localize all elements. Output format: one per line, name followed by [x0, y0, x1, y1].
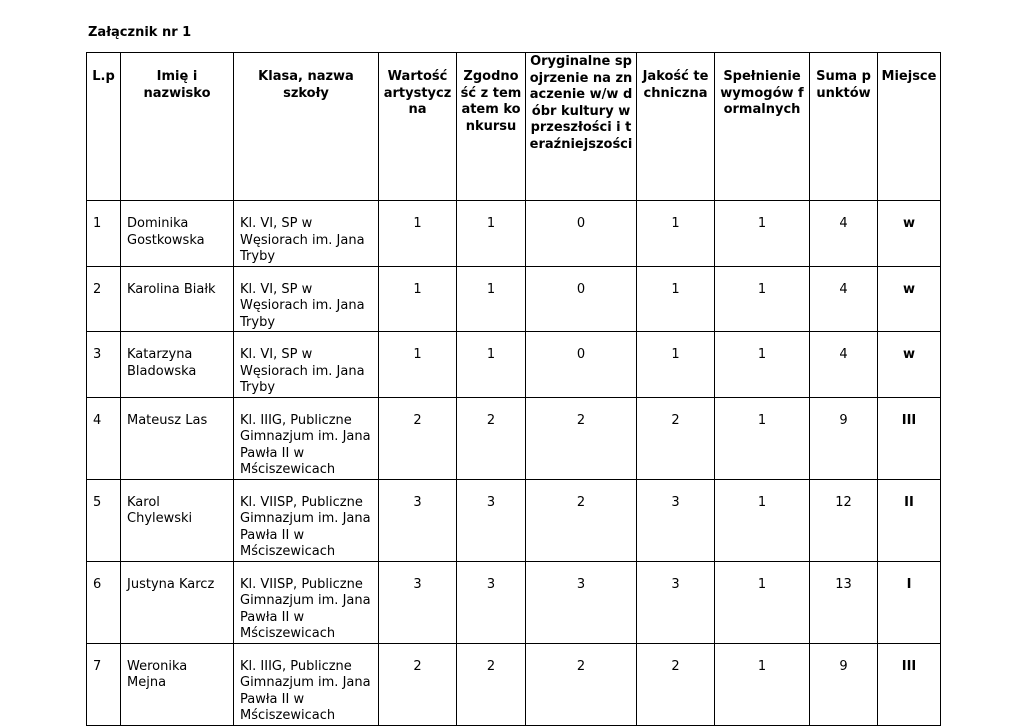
header-name: Imię i nazwisko — [121, 53, 234, 201]
cell-artistic-value: 3 — [379, 561, 457, 643]
header-original-view: Oryginalne spojrzenie na znaczenie w/w dóbr kultury w przeszłości i teraźniejszości — [526, 53, 637, 201]
cell-school: Kl. VI, SP w Węsiorach im. Jana Tryby — [234, 266, 379, 332]
table-row — [87, 479, 941, 561]
cell-school: Kl. VIISP, Publiczne Gimnazjum im. Jana Pawła II w Mściszewicach — [234, 479, 379, 561]
header-school: Klasa, nazwa szkoły — [234, 53, 379, 201]
cell-place: III — [878, 643, 941, 725]
cell-place: II — [878, 479, 941, 561]
header-theme-compliance: Zgodność z tematem konkursu — [457, 53, 526, 201]
cell-technical-quality: 3 — [637, 479, 715, 561]
cell-formal-requirements: 1 — [715, 397, 810, 479]
cell-technical-quality: 2 — [637, 643, 715, 725]
cell-points-sum: 9 — [810, 643, 878, 725]
cell-artistic-value: 3 — [379, 479, 457, 561]
header-artistic-value: Wartość artystyczna — [379, 53, 457, 201]
cell-school: Kl. VIISP, Publiczne Gimnazjum im. Jana Pawła II w Mściszewicach — [234, 561, 379, 643]
cell-lp: 6 — [87, 561, 121, 643]
cell-name: Katarzyna Bladowska — [121, 332, 234, 398]
header-technical-quality: Jakość techniczna — [637, 53, 715, 201]
table-row — [87, 561, 941, 643]
cell-technical-quality: 1 — [637, 201, 715, 267]
cell-original-view: 0 — [526, 266, 637, 332]
header-place: Miejsce — [878, 53, 941, 201]
cell-points-sum: 9 — [810, 397, 878, 479]
cell-school: Kl. VI, SP w Węsiorach im. Jana Tryby — [234, 332, 379, 398]
cell-points-sum: 12 — [810, 479, 878, 561]
cell-artistic-value: 1 — [379, 332, 457, 398]
cell-name: Weronika Mejna — [121, 643, 234, 725]
cell-artistic-value: 1 — [379, 201, 457, 267]
cell-lp: 2 — [87, 266, 121, 332]
cell-theme-compliance: 1 — [457, 201, 526, 267]
cell-original-view: 0 — [526, 332, 637, 398]
cell-school: Kl. IIIG, Publiczne Gimnazjum im. Jana Pawła II w Mściszewicach — [234, 397, 379, 479]
cell-lp: 3 — [87, 332, 121, 398]
cell-place: III — [878, 397, 941, 479]
table-row — [87, 397, 941, 479]
cell-name: Karolina Białk — [121, 266, 234, 332]
cell-lp: 5 — [87, 479, 121, 561]
cell-original-view: 3 — [526, 561, 637, 643]
cell-technical-quality: 1 — [637, 266, 715, 332]
cell-theme-compliance: 2 — [457, 643, 526, 725]
cell-points-sum: 4 — [810, 266, 878, 332]
cell-name: Justyna Karcz — [121, 561, 234, 643]
table-row — [87, 201, 941, 267]
cell-artistic-value: 1 — [379, 266, 457, 332]
header-formal-requirements: Spełnienie wymogów formalnych — [715, 53, 810, 201]
cell-lp: 1 — [87, 201, 121, 267]
cell-points-sum: 4 — [810, 332, 878, 398]
cell-original-view: 2 — [526, 643, 637, 725]
cell-name: Karol Chylewski — [121, 479, 234, 561]
cell-technical-quality: 1 — [637, 332, 715, 398]
table-row — [87, 332, 941, 398]
cell-place: w — [878, 201, 941, 267]
cell-place: w — [878, 332, 941, 398]
cell-theme-compliance: 2 — [457, 397, 526, 479]
cell-school: Kl. VI, SP w Węsiorach im. Jana Tryby — [234, 201, 379, 267]
cell-points-sum: 13 — [810, 561, 878, 643]
cell-artistic-value: 2 — [379, 397, 457, 479]
cell-place: I — [878, 561, 941, 643]
header-lp: L.p — [87, 53, 121, 201]
cell-place: w — [878, 266, 941, 332]
cell-points-sum: 4 — [810, 201, 878, 267]
cell-formal-requirements: 1 — [715, 479, 810, 561]
cell-original-view: 2 — [526, 479, 637, 561]
cell-technical-quality: 3 — [637, 561, 715, 643]
cell-lp: 4 — [87, 397, 121, 479]
table-row — [87, 266, 941, 332]
cell-theme-compliance: 3 — [457, 479, 526, 561]
cell-formal-requirements: 1 — [715, 201, 810, 267]
document-title: Załącznik nr 1 — [88, 25, 192, 40]
cell-formal-requirements: 1 — [715, 332, 810, 398]
header-points-sum: Suma punktów — [810, 53, 878, 201]
cell-name: Mateusz Las — [121, 397, 234, 479]
cell-technical-quality: 2 — [637, 397, 715, 479]
cell-formal-requirements: 1 — [715, 266, 810, 332]
cell-school: Kl. IIIG, Publiczne Gimnazjum im. Jana Pawła II w Mściszewicach — [234, 643, 379, 725]
cell-theme-compliance: 3 — [457, 561, 526, 643]
cell-original-view: 2 — [526, 397, 637, 479]
cell-name: Dominika Gostkowska — [121, 201, 234, 267]
results-table — [86, 52, 941, 726]
cell-artistic-value: 2 — [379, 643, 457, 725]
table-row — [87, 643, 941, 725]
header-row — [87, 53, 941, 201]
cell-theme-compliance: 1 — [457, 266, 526, 332]
cell-theme-compliance: 1 — [457, 332, 526, 398]
cell-lp: 7 — [87, 643, 121, 725]
cell-original-view: 0 — [526, 201, 637, 267]
cell-formal-requirements: 1 — [715, 561, 810, 643]
cell-formal-requirements: 1 — [715, 643, 810, 725]
